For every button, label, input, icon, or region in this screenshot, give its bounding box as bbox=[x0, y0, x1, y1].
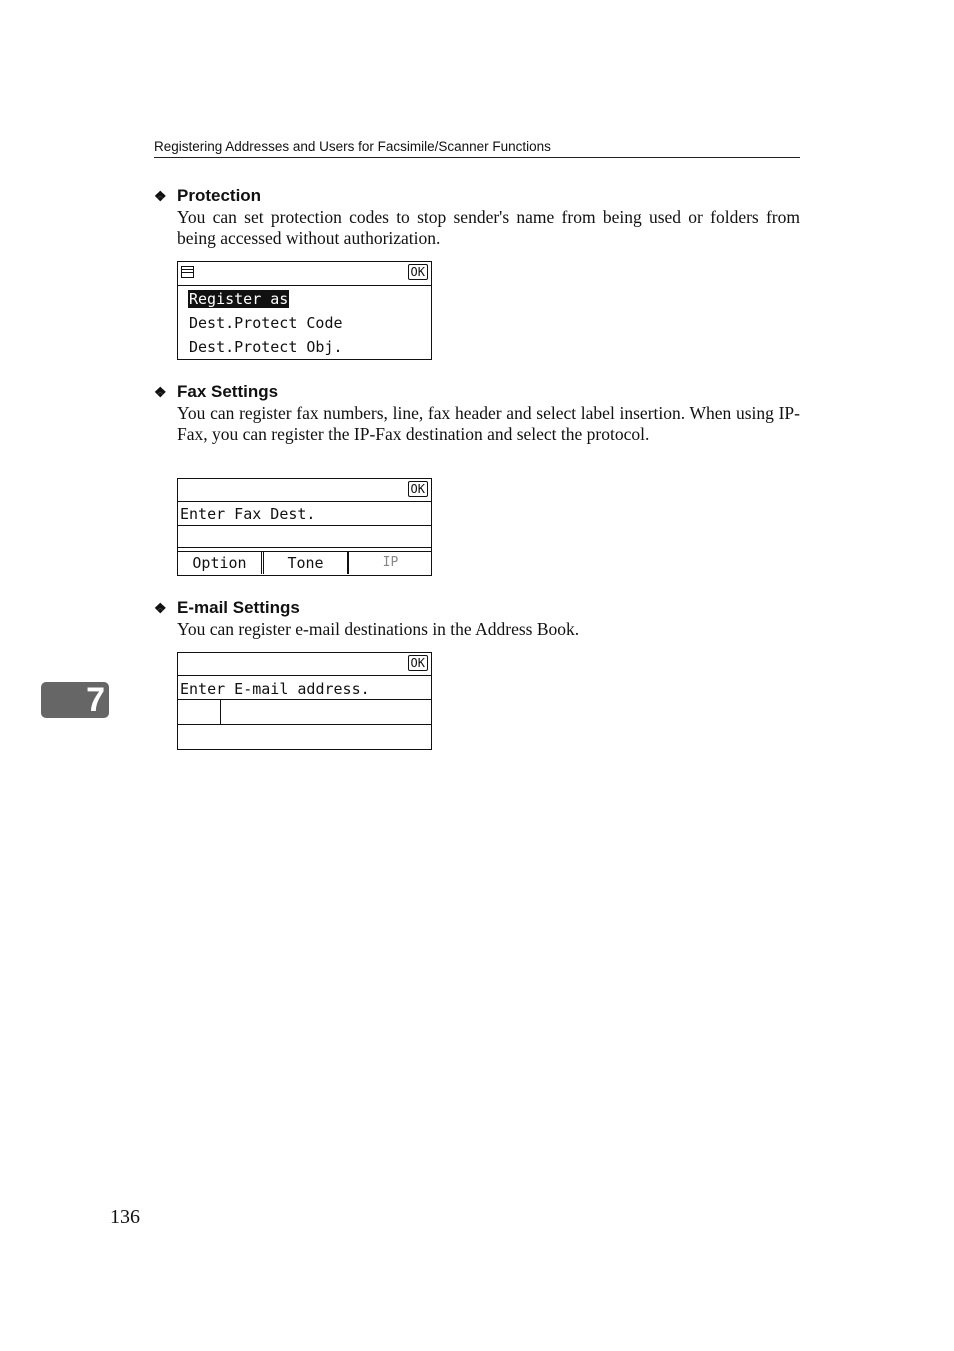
list-icon bbox=[181, 266, 194, 278]
option-button[interactable]: Option bbox=[178, 552, 262, 574]
diamond-bullet-icon: ❖ bbox=[154, 384, 167, 400]
lcd-title-bar bbox=[178, 479, 431, 502]
page-number: 136 bbox=[110, 1206, 140, 1228]
fax-number-field[interactable] bbox=[178, 526, 431, 548]
phone-icon bbox=[216, 547, 225, 548]
menu-item-dest-protect-obj[interactable]: Dest.Protect Obj. bbox=[189, 338, 343, 356]
section-email-settings bbox=[154, 597, 800, 640]
lcd-title-bar bbox=[178, 653, 431, 676]
lcd-prompt: Enter E-mail address. bbox=[178, 676, 431, 700]
protection-title: Protection bbox=[177, 186, 262, 205]
section-title bbox=[154, 381, 800, 403]
section-fax-settings bbox=[154, 381, 800, 445]
lcd-auth-protect bbox=[177, 261, 432, 360]
lcd-email-settings bbox=[177, 652, 432, 750]
diamond-bullet-icon: ❖ bbox=[154, 600, 167, 616]
tone-button[interactable]: Tone bbox=[263, 552, 348, 574]
menu-item-register-as[interactable]: Register as bbox=[189, 290, 289, 308]
protection-description: You can set protection codes to stop sender's name from being used or folders from being accessed without authorization. bbox=[177, 207, 800, 248]
lcd-prompt: Enter Fax Dest. bbox=[178, 502, 431, 526]
email-address-field[interactable] bbox=[178, 700, 431, 725]
chapter-tab: 7 bbox=[41, 682, 109, 718]
field-divider bbox=[220, 700, 221, 724]
menu-item-dest-protect-code[interactable]: Dest.Protect Code bbox=[189, 314, 343, 332]
running-head: Registering Addresses and Users for Facsimile/Scanner Functions bbox=[154, 139, 800, 158]
section-protection bbox=[154, 185, 800, 249]
lcd-softkeys bbox=[178, 551, 431, 575]
email-title: E-mail Settings bbox=[177, 598, 300, 617]
diamond-bullet-icon: ❖ bbox=[154, 188, 167, 204]
ok-button[interactable]: OK bbox=[408, 655, 428, 671]
fax-number bbox=[225, 547, 297, 548]
lcd-title-bar bbox=[178, 262, 431, 286]
fax-title: Fax Settings bbox=[177, 382, 279, 401]
fax-description: You can register fax numbers, line, fax header and select label insertion. When using IP-Fax, you can register the IP-Fax destination and select the protocol. bbox=[177, 403, 800, 444]
lcd-fax-settings bbox=[177, 478, 432, 576]
ip-button[interactable]: IP bbox=[348, 552, 432, 574]
ok-button[interactable]: OK bbox=[408, 481, 428, 497]
lcd-empty-row bbox=[178, 725, 431, 747]
section-title bbox=[154, 185, 800, 207]
section-title bbox=[154, 597, 800, 619]
ok-button[interactable]: OK bbox=[408, 264, 428, 280]
email-description: You can register e-mail destinations in the Address Book. bbox=[177, 619, 580, 639]
